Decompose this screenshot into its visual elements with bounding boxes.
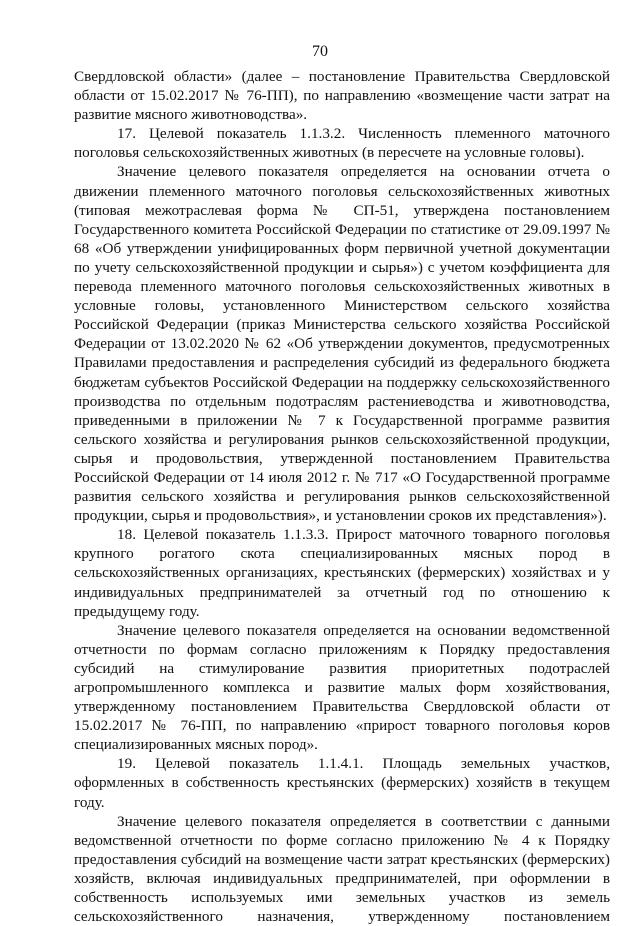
paragraph-continuation: Свердловской области» (далее – постановление Правительства Свердловской области от 15.02.2017 № 76-ПП), по направлению «возмещение части затрат на развитие мясного животноводства».: [74, 68, 610, 124]
document-body: [74, 67, 610, 926]
paragraph-indicator-1-1-4-1-value: Значение целевого показателя определяется в соответствии с данными ведомственной отчетности по форме согласно приложению № 4 к Порядку предоставления субсидий на возмещение части затрат крестьянских (фермерских) хозяйств, включая индивидуальных предпринимателей, при оформлении в собственность используемых ими земельных участков из земель сельскохозяйственного назначения, утвержденному постановлением: [74, 812, 610, 926]
page-number: 70: [312, 43, 328, 60]
paragraph-indicator-1-1-3-2-value: Значение целевого показателя определяется на основании отчета о движении племенного маточного поголовья сельскохозяйственных животных (типовая межотраслевая форма № СП-51, утверждена постановлением Государственного комитета Российской Федерации по статистике от 29.09.1997 № 68 «Об утверждении унифицированных форм первичной учетной документации по учету сельскохозяйственной продукции и сырья») с учетом коэффициента для перевода племенного маточного поголовья сельскохозяйственных животных в условные головы, установленного Министерством сельского хозяйства Российской Федерации (приказ Министерства сельского хозяйства Российской Федерации от 13.02.2020 № 62 «Об утверждении документов, предусмотренных Правилами предоставления и распределения субсидий из федерального бюджета бюджетам субъектов Российской Федерации на поддержку сельскохозяйственного производства по отдельным подотраслям растениеводства и животноводства, приведенными в приложении № 7 к Государственной программе развития сельского хозяйства и регулирования рынков сельскохозяйственной продукции, сырья и продовольствия, утвержденной постановлением Правительства Российской Федерации от 14 июля 2012 г. № 717 «О Государственной программе развития сельского хозяйства и регулирования рынков сельскохозяйственной продукции, сырья и продовольствия», и установлении сроков их представления»).: [74, 163, 610, 525]
paragraph-indicator-1-1-3-2: 17. Целевой показатель 1.1.3.2. Численность племенного маточного поголовья сельскохозяйственных животных (в пересчете на условные головы).: [74, 125, 610, 162]
paragraph-indicator-1-1-3-3-value: Значение целевого показателя определяется на основании ведомственной отчетности по формам согласно приложениям к Порядку предоставления субсидий на стимулирование развития приоритетных подотраслей агропромышленного комплекса и развитие малых форм хозяйствования, утвержденному постановлением Правительства Свердловской области от 15.02.2017 № 76-ПП, по направлению «прирост товарного поголовья коров специализированных мясных пород».: [74, 621, 610, 754]
paragraph-indicator-1-1-3-3: 18. Целевой показатель 1.1.3.3. Прирост маточного товарного поголовья крупного рогатого скота специализированных мясных пород в сельскохозяйственных организациях, крестьянских (фермерских) хозяйствах и у индивидуальных предпринимателей за отчетный год по отношению к предыдущему году.: [74, 526, 610, 620]
paragraph-indicator-1-1-4-1: 19. Целевой показатель 1.1.4.1. Площадь земельных участков, оформленных в собственность крестьянских (фермерских) хозяйств в текущем году.: [74, 755, 610, 811]
